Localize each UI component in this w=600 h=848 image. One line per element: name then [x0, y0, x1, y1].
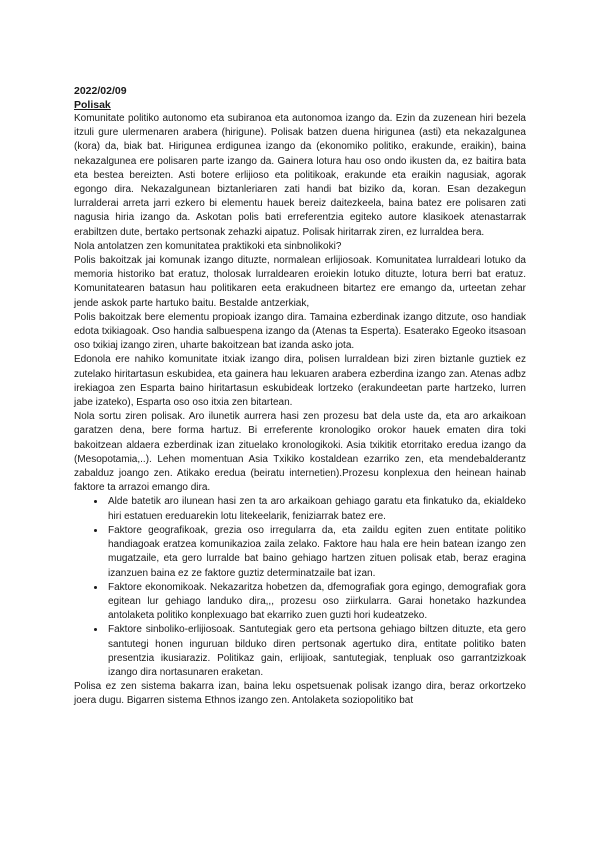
body-paragraph: Polis bakoitzak bere elementu propioak izango dira. Tamaina ezberdinak izango ditzute, oso handiak edota txikiagoak. Oso handia salbuespena izango da (Atenas ta Esperta). Esaterako Egeoko itsasoan oso txikiaj izango ziren, uharte bakoitzean bat izanda asko jota.	[74, 311, 526, 352]
factor-list	[74, 495, 526, 680]
list-item: • Faktore geografikoak, grezia oso irregularra da, eta zaildu egiten zuen entitate politiko handiagoak eratzea komunikazioa zaila zelako. Faktore hau hala ere hein batean izango zen mugatzaile, eta gero lurralde bat baino gehiago hartzen zituen polisak etab, beraz eragina izanzuen baina ez ze faktore guztiz determinatzaile bat izan.	[106, 524, 526, 581]
body-paragraph: Polisa ez zen sistema bakarra izan, baina leku ospetsuenak polisak izango dira, beraz orkortzeko joera dugu. Bigarren sistema Ethnos izango zen. Antolaketa soziopolitiko bat	[74, 681, 526, 707]
list-item: • Faktore sinboliko-erlijiosoak. Santutegiak gero eta pertsona gehiago biltzen dituzte, eta gero santutegi honen inguruan bilduko diren pertsonak agertuko dira, entitate politiko baten presentzia ikusiaraziz. Politikaz gain, erlijioak, santutegiak, tenpluak oso garrantzizkoak izango dira nortasunaren eraketan.	[106, 623, 526, 680]
body-paragraph: Nola sortu ziren polisak. Aro ilunetik aurrera hasi zen prozesu bat dela uste da, eta aro arkaikoan garatzen dena, bere forma hartuz. Bi erreferente kronologiko orokor hauek ematen dira toki bakoitzean aldaera ezberdinak izan zituelako kronologikoki. Asia txikitik etorritako eredua izango da (Mesopotamia,..). Lehen momentuan Asia Txikiko kostaldean ezarriko zen, eta mendebalderantz zabalduz joango zen. Atikako eredua (beiratu internetien).Prozesu konplexua den heinean hainab faktore ta arrazoi emango dira.	[74, 411, 526, 494]
body-paragraph: Komunitate politiko autonomo eta subiranoa eta autonomoa izango da. Ezin da zuzenean hiri bezela itzuli gure ulermenaren arabera (hirigune). Polisak batzen duena hirigunea (asti) eta nekazalgunea (kora) da, biak bat. Hirigunea erdigunea izango da (ekonomiko politiko, erakunde, eraikin), baina nekazalgunea ere polisaren parte izango da. Gainera lotura hau oso ondo ikusten da, ez baitira bata eta bestea bereizten. Asti botere erlijioso eta politikoak, erakunde eta eraikin nagusiak, agorak egongo dira. Nekazalgunean biztanleriaren zati handi bat biziko da, koran. Esan dezakegun lurralderai arreta jarri ezkero bi elementu hauek bereiz daitezkeela, baina batez ere polisaren zati nagusia hiria izango da. Askotan polis bati erreferentzia egiteko autore klasikoek atenastarrak erabiltzen dute, bertako pertsonak zehazki aipatuz. Polisak hiritarrak ziren, ez lurraldea bera.	[74, 113, 526, 238]
body-paragraph: Polis bakoitzak jai komunak izango dituzte, normalean erlijiosoak. Komunitatea lurraldeari lotuko da memoria historiko bat eratuz, tholosak lurraldearen eroiekin lotuko dituzte, lotura berri bat eratuz. Komunitatearen batasun hau politikaren eeta erakudneen bitartez ere emango da, urteetan zehar jende askok parte hartuko baitu. Bestalde antzerkiak,	[74, 255, 526, 309]
body-paragraph: Nola antolatzen zen komunitatea praktikoki eta sinbnolikoki?	[74, 240, 342, 252]
body-paragraph: Edonola ere nahiko komunitate itxiak izango dira, polisen lurraldean bizi ziren biztanle guztiek ez zutelako hiritartasun eskubidea, eta gainera hau lekuaren arabera ezberdina izango zan. Atenas adbz irekiagoa zen Esparta baino hiritartasun eskubideak lortzeko (erakundeetan parte hartzeko, lurren jabe izateko), Esparta oso oso itxia zen bitartean.	[74, 354, 526, 409]
document-date: 2022/02/09	[74, 85, 127, 97]
list-item: • Alde batetik aro ilunean hasi zen ta aro arkaikoan gehiago garatu eta finkatuko da, ekialdeko hiri estatuen ereduarekin lotu litekeelarik, feniziarrak batez ere.	[106, 495, 526, 523]
document-title: Polisak	[74, 99, 111, 111]
list-item: • Faktore ekonomikoak. Nekazaritza hobetzen da, dfemografiak gora egingo, demografiak gora egitean lur gehiago landuko dira,,, prozesu oso ziirkularra. Garai honetako hazkundea antolaketa politiko konplexuago bat ekarriko zuen guzti hori kudeatzeko.	[106, 581, 526, 624]
